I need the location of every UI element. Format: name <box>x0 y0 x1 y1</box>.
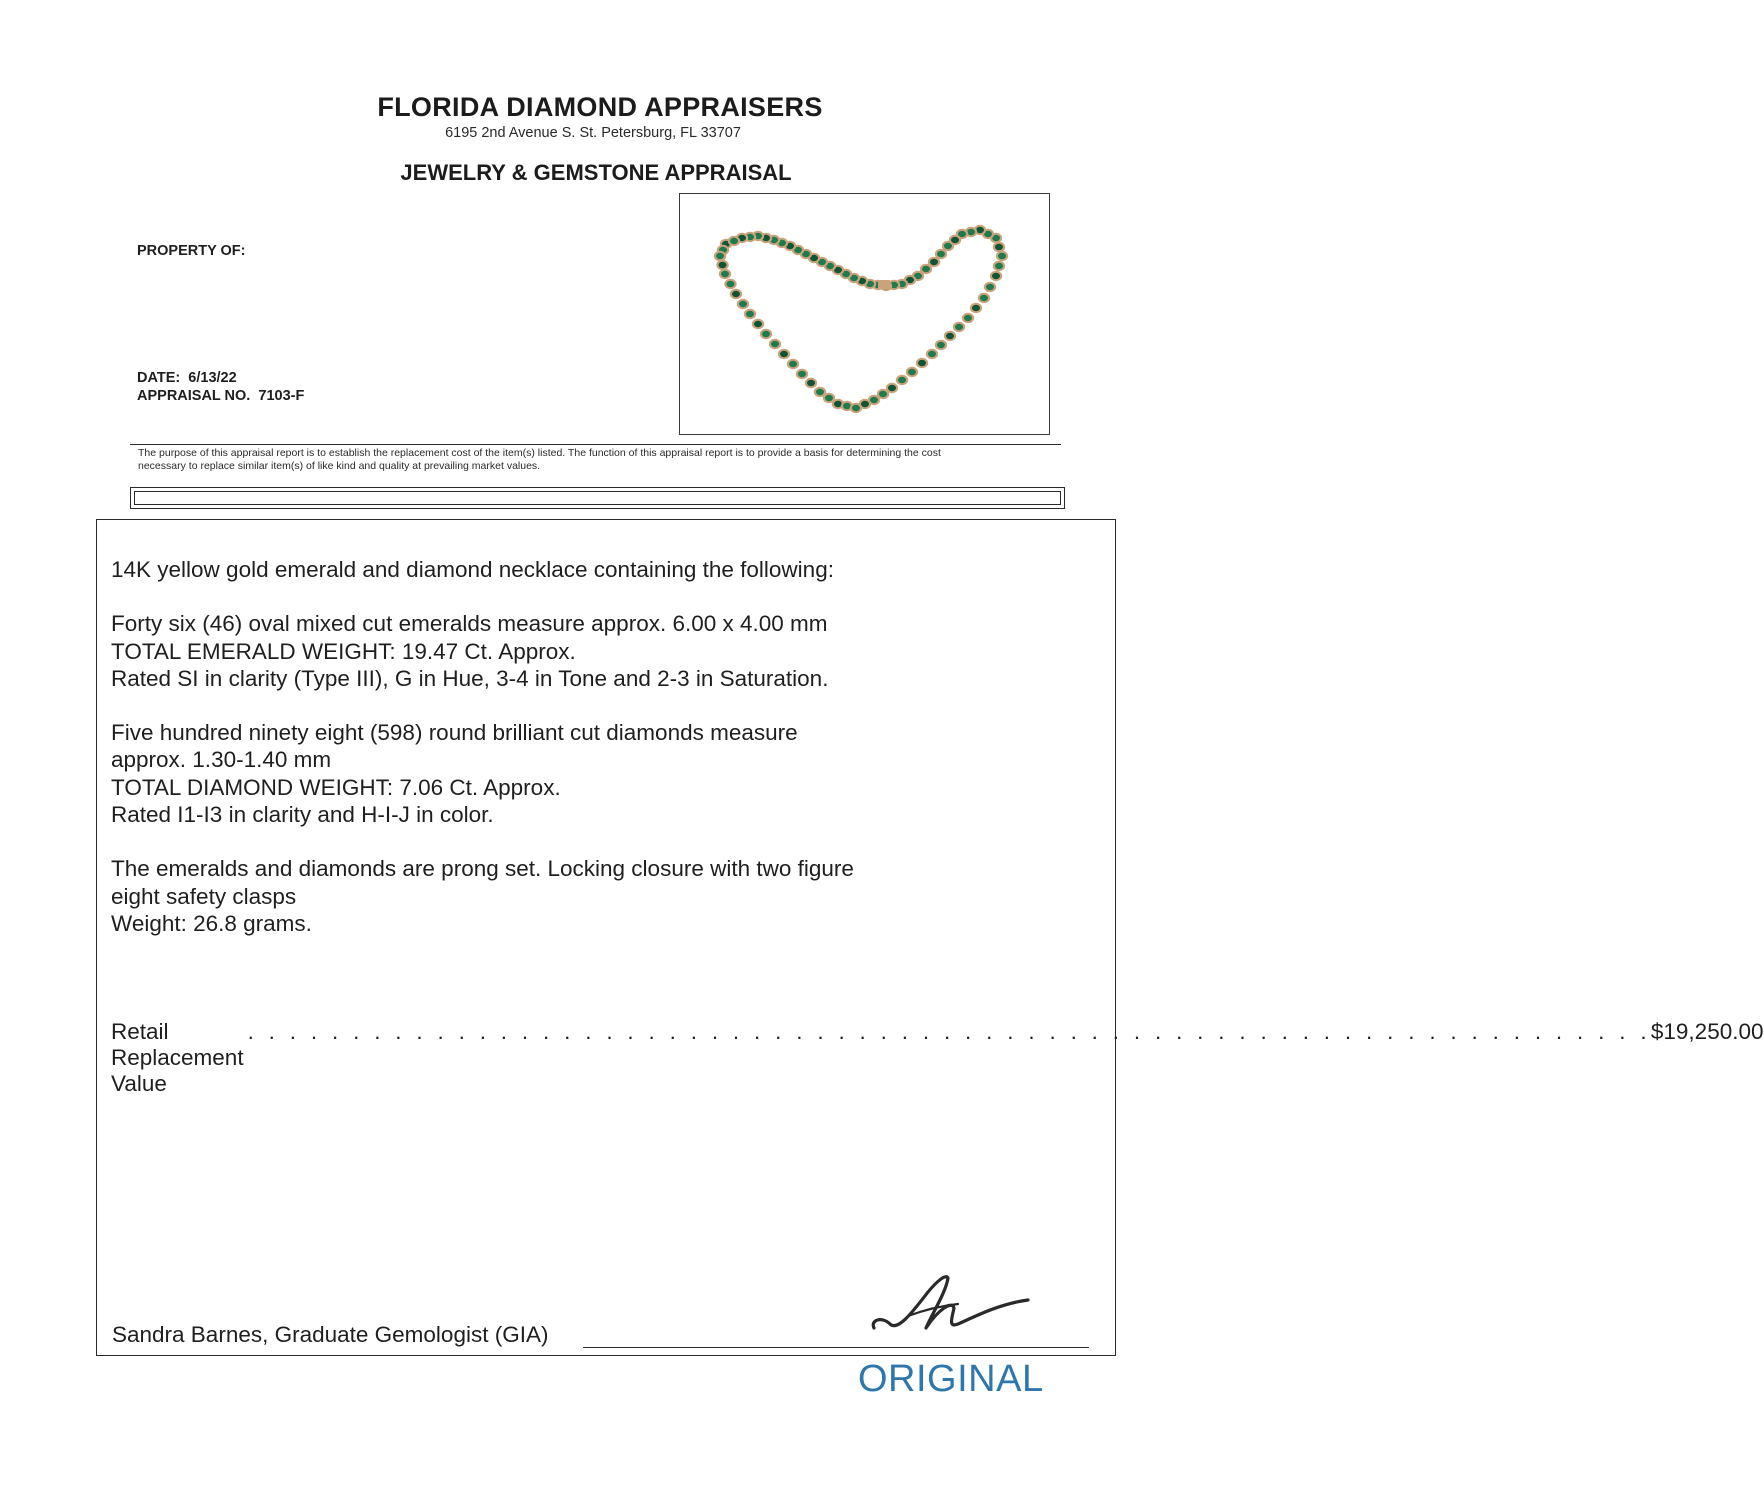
purpose-line-2: necessary to replace similar item(s) of like kind and quality at prevailing market values. <box>138 459 541 472</box>
property-of-label: PROPERTY OF: <box>137 243 246 259</box>
emerald-link <box>714 251 726 261</box>
section-divider-bar <box>130 487 1065 509</box>
emerald-link <box>953 322 965 332</box>
valuation-leader-dots: . . . . . . . . . . . . . . . . . . . . . . . . . . . . . . . . . . . . . . . . . . . . . . . . . . . . . . . . . . . . . . . . . . . <box>247 1019 1651 1044</box>
setting-line: Weight: 26.8 grams. <box>111 910 312 936</box>
item-photo-frame <box>679 193 1050 435</box>
emerald-link <box>993 261 1005 271</box>
emerald-link <box>944 331 956 341</box>
emerald-link <box>778 349 790 359</box>
emerald-link <box>719 269 731 279</box>
emerald-link <box>724 279 736 289</box>
emerald-link <box>744 309 756 319</box>
emerald-link <box>926 349 938 359</box>
emerald-link <box>886 383 898 393</box>
emerald-line: Rated SI in clarity (Type III), G in Hue, 3-4 in Tone and 2-3 in Saturation. <box>111 665 829 691</box>
appraisal-number-label: APPRAISAL NO. <box>137 388 251 404</box>
emerald-link <box>805 378 817 388</box>
emerald-link <box>970 303 982 313</box>
appraisal-number-row <box>137 388 304 404</box>
signature-line <box>583 1347 1089 1348</box>
emerald-link <box>769 339 781 349</box>
diamond-line: Five hundred ninety eight (598) round brilliant cut diamonds measure <box>111 720 798 746</box>
valuation-amount: $19,250.00 <box>1650 1019 1764 1044</box>
appraiser-name: Sandra Barnes, Graduate Gemologist (GIA) <box>112 1322 549 1347</box>
emerald-link <box>728 236 740 246</box>
emerald-line: TOTAL EMERALD WEIGHT: 19.47 Ct. Approx. <box>111 638 576 664</box>
setting-line: The emeralds and diamonds are prong set. Locking closure with two figure <box>111 856 854 882</box>
emerald-link <box>984 282 996 292</box>
emerald-line: Forty six (46) oval mixed cut emeralds measure approx. 6.00 x 4.00 mm <box>111 611 828 637</box>
emerald-link <box>978 293 990 303</box>
emerald-link <box>787 359 799 369</box>
original-stamp: ORIGINAL <box>858 1358 1044 1400</box>
company-address: 6195 2nd Avenue S. St. Petersburg, FL 33707 <box>445 125 741 141</box>
emerald-link <box>996 251 1008 261</box>
document-title: JEWELRY & GEMSTONE APPRAISAL <box>400 160 792 185</box>
emerald-link <box>906 367 918 377</box>
diamond-line: TOTAL DIAMOND WEIGHT: 7.06 Ct. Approx. <box>111 774 561 800</box>
emerald-link <box>916 358 928 368</box>
emerald-link <box>730 289 742 299</box>
appraisal-number-value: 7103-F <box>258 388 305 404</box>
company-name: FLORIDA DIAMOND APPRAISERS <box>377 92 823 122</box>
emerald-link <box>935 340 947 350</box>
date-row <box>137 370 237 386</box>
date-value: 6/13/22 <box>188 370 237 386</box>
section-divider-inner <box>134 491 1061 505</box>
emerald-link <box>896 375 908 385</box>
emerald-link <box>962 313 974 323</box>
diamond-line: approx. 1.30-1.40 mm <box>111 747 332 773</box>
purpose-divider <box>130 444 1061 445</box>
emerald-link <box>990 271 1002 281</box>
emerald-link <box>760 329 772 339</box>
description-intro: 14K yellow gold emerald and diamond necklace containing the following: <box>111 557 834 582</box>
valuation-label: Retail Replacement Value <box>111 1019 244 1096</box>
valuation-row <box>111 1019 1764 1097</box>
diamond-line: Rated I1-I3 in clarity and H-I-J in color. <box>111 802 494 828</box>
handwritten-signature <box>868 1270 1033 1340</box>
setting-line: eight safety clasps <box>111 883 297 909</box>
emerald-link <box>752 319 764 329</box>
emerald-link <box>796 369 808 379</box>
item-description <box>111 556 1091 937</box>
emerald-link <box>737 299 749 309</box>
necklace-photo <box>680 194 1048 433</box>
purpose-statement <box>138 447 1063 472</box>
date-label: DATE: <box>137 370 181 386</box>
purpose-line-1: The purpose of this appraisal report is to establish the replacement cost of the item(s) listed. The function of this appraisal report is to provide a basis for determining the cost <box>138 447 941 459</box>
emerald-link <box>993 242 1005 252</box>
necklace-clasp <box>878 280 890 289</box>
emerald-link <box>716 260 728 270</box>
